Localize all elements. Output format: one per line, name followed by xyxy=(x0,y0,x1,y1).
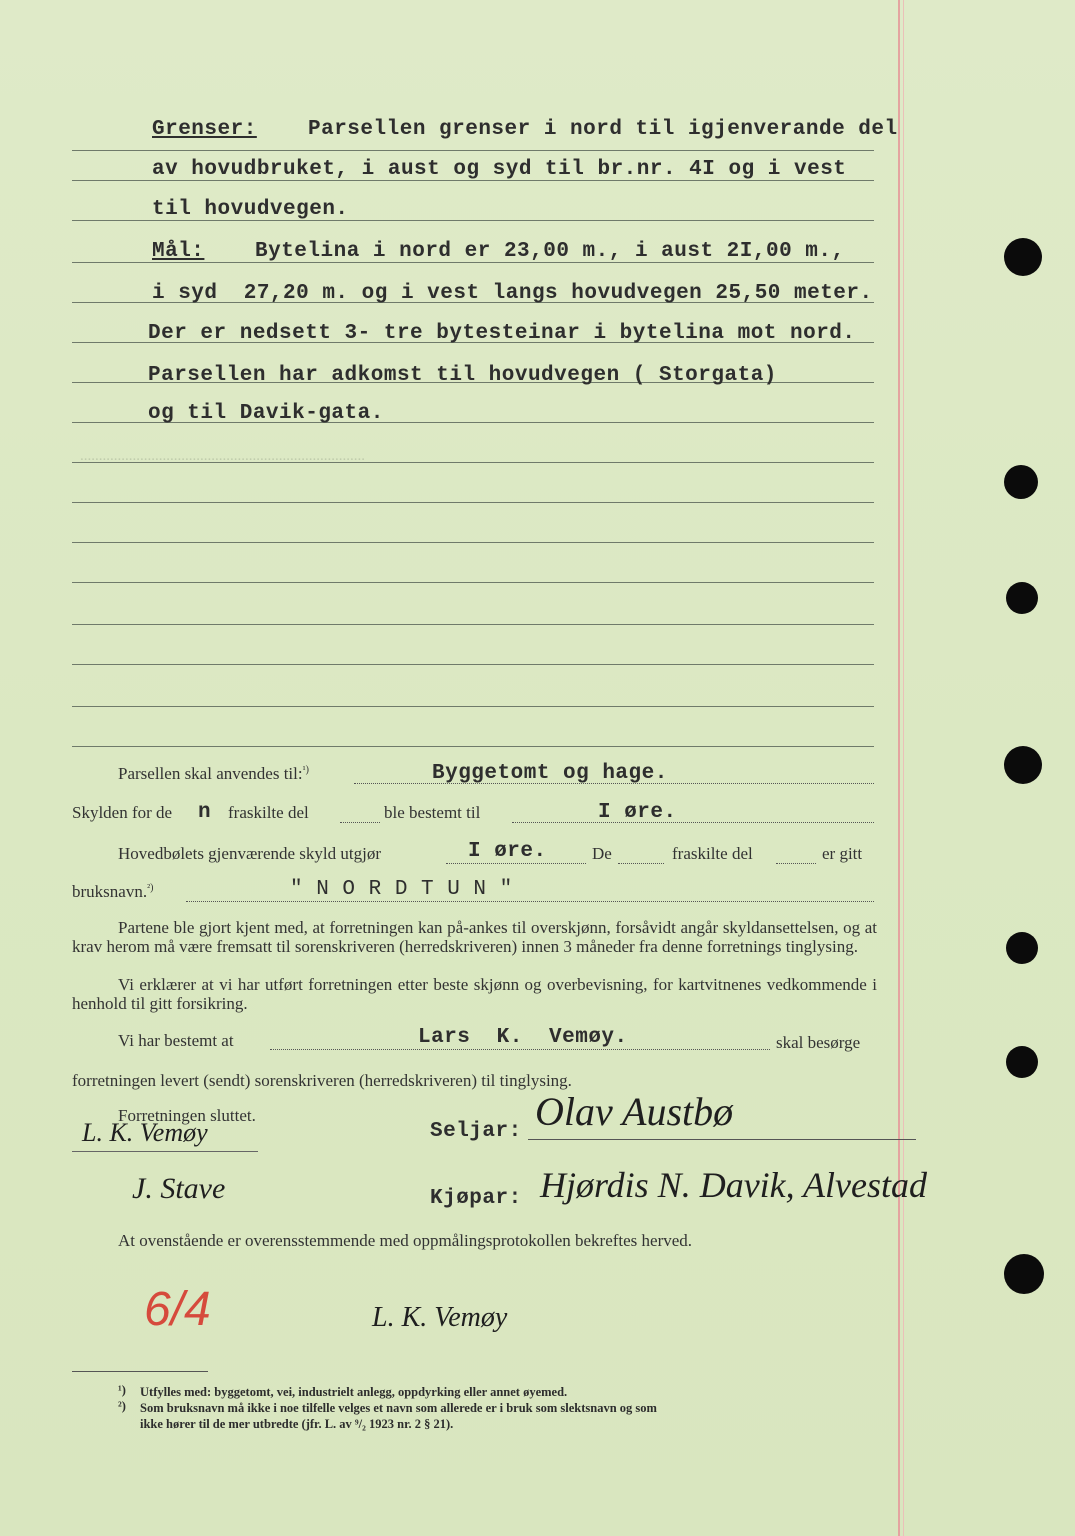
witness-2-signature: J. Stave xyxy=(132,1172,226,1205)
ruled-line xyxy=(72,664,874,665)
skylden-bestemt: ble bestemt til xyxy=(384,803,481,822)
margin-rule xyxy=(898,0,900,1536)
witness-1-signature: L. K. Vemøy xyxy=(82,1118,208,1147)
kjopar-signature: Hjørdis N. Davik, Alvestad xyxy=(540,1165,927,1205)
bestemt-value: Lars K. Vemøy. xyxy=(418,1026,628,1049)
ruled-line xyxy=(72,502,874,503)
footnote-2-line-1: Som bruksnavn må ikke i noe tilfelle velges et navn som allerede er i bruk som slektsnavn og som xyxy=(140,1401,657,1415)
ruled-line xyxy=(72,542,874,543)
skylden-mid: fraskilte del xyxy=(228,803,309,822)
punch-hole-7 xyxy=(1004,1254,1044,1294)
punch-hole-1 xyxy=(1004,238,1042,276)
hoved-value: I øre. xyxy=(468,840,547,863)
typed-line-6: Der er nedsett 3- tre bytesteinar i bytelina mot nord. xyxy=(148,322,856,345)
footnote-1: Utfylles med: byggetomt, vei, industrielt anlegg, oppdyrking eller annet øyemed. xyxy=(140,1385,568,1399)
hoved-dots-2 xyxy=(618,862,664,864)
punch-hole-5 xyxy=(1006,932,1038,964)
skylden-dots-1 xyxy=(340,821,380,823)
grenser-label: Grenser: xyxy=(152,118,257,141)
paragraph-appeal: Partene ble gjort kjent med, at forretningen kan på-ankes til overskjønn, forsåvidt angår skyldansettelsen, og at krav herom må være fremsatt til sorenskriveren (herredskriveren) innen 3 måneder fra denne forretnings tinglysing. xyxy=(72,918,877,956)
ruled-line xyxy=(72,706,874,707)
bruksnavn-value: " N O R D T U N " xyxy=(290,878,513,901)
maal-label: Mål: xyxy=(152,240,205,263)
paragraph-declaration: Vi erklærer at vi har utført forretningen etter beste skjønn og overbevisning, for kartvitnenes vedkommende i henhold til gitt forsikring. xyxy=(72,975,877,1013)
ruled-line xyxy=(72,624,874,625)
seljar-signature: Olav Austbø xyxy=(535,1089,734,1134)
punch-hole-2 xyxy=(1004,465,1038,499)
red-pencil-mark: 6/4 xyxy=(144,1283,211,1336)
skylden-value: I øre. xyxy=(598,801,677,824)
footnote-1-mark: ¹) xyxy=(118,1383,126,1397)
skylden-dots-2 xyxy=(512,821,874,823)
witness-1-line xyxy=(72,1150,258,1152)
typed-line-3: til hovudvegen. xyxy=(152,198,349,221)
punch-hole-4 xyxy=(1004,746,1042,784)
punch-hole-3 xyxy=(1006,582,1038,614)
footnote-2-mark: ²) xyxy=(118,1399,126,1413)
typed-line-1: Parsellen grenser i nord til igjenverande del xyxy=(308,118,898,141)
skylden-pre: Skylden for de xyxy=(72,803,173,822)
footnote-separator xyxy=(72,1370,208,1372)
bruksnavn-label: bruksnavn.$^{^2)}$ xyxy=(72,882,154,901)
seljar-label: Seljar: xyxy=(430,1120,522,1143)
hoved-de: De xyxy=(592,844,612,863)
bleed-through: ............................................................................ xyxy=(80,448,365,464)
hoved-label: Hovedbølets gjenværende skyld utgjør xyxy=(118,844,381,863)
anvendes-label: Parsellen skal anvendes til:$^{^1)}$ xyxy=(118,764,309,783)
typed-line-5: i syd 27,20 m. og i vest langs hovudvegen 25,50 meter. xyxy=(152,282,873,305)
hoved-ergitt: er gitt xyxy=(822,844,863,863)
skylden-n: n xyxy=(198,801,212,824)
anvendes-value: Byggetomt og hage. xyxy=(432,762,668,785)
bestemt-pre: Vi har bestemt at xyxy=(118,1031,234,1050)
bestemt-post: skal besørge xyxy=(776,1033,861,1052)
typed-line-2: av hovudbruket, i aust og syd til br.nr. 4I og i vest xyxy=(152,158,847,181)
typed-line-8: og til Davik-gata. xyxy=(148,402,384,425)
seljar-line xyxy=(528,1138,916,1140)
hoved-fraskilte: fraskilte del xyxy=(672,844,753,863)
typed-line-7: Parsellen har adkomst til hovudvegen ( Storgata) xyxy=(148,364,777,387)
punch-hole-6 xyxy=(1006,1046,1038,1078)
confirm-signature: L. K. Vemøy xyxy=(372,1302,508,1333)
kjopar-label: Kjøpar: xyxy=(430,1187,522,1210)
levert-text: forretningen levert (sendt) sorenskriveren (herredskriveren) til tinglysing. xyxy=(72,1071,572,1090)
typed-line-4: Bytelina i nord er 23,00 m., i aust 2I,00 m., xyxy=(255,240,845,263)
footnote-2-line-2: ikke hører til de mer utbredte (jfr. L. av ⁹/₂ 1923 nr. 2 § 21). xyxy=(140,1417,454,1431)
ruled-line xyxy=(72,746,874,747)
overens-text: At ovenstående er overensstemmende med oppmålingsprotokollen bekreftes herved. xyxy=(118,1231,693,1250)
margin-rule-secondary xyxy=(903,0,904,1536)
ruled-line xyxy=(72,150,874,151)
sluttet-text: Forretningen sluttet. xyxy=(118,1106,256,1125)
hoved-dots-3 xyxy=(776,862,816,864)
ruled-line xyxy=(72,582,874,583)
